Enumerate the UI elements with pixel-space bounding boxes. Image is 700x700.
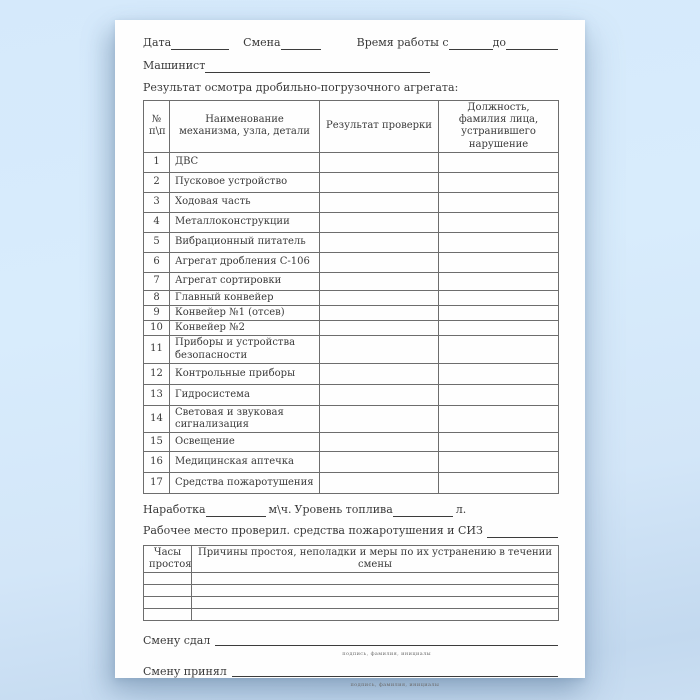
empty-cell bbox=[320, 212, 439, 232]
empty-cell bbox=[320, 433, 439, 452]
empty-cell bbox=[192, 585, 559, 597]
table-row bbox=[144, 272, 559, 290]
row-number: 5 bbox=[144, 232, 170, 252]
empty-cell bbox=[320, 192, 439, 212]
col-header-downtime-reasons: Причины простоя, неполадки и меры по их устранению в течении смены bbox=[192, 546, 559, 573]
col-header-downtime-hours: Часы простоя bbox=[144, 546, 192, 573]
fuel-level-label: Уровень топлива bbox=[294, 503, 393, 517]
empty-cell bbox=[192, 597, 559, 609]
row-name: Агрегат сортировки bbox=[170, 272, 320, 290]
shift-blank-line bbox=[281, 38, 321, 50]
empty-cell bbox=[439, 252, 559, 272]
table-row bbox=[144, 232, 559, 252]
col-header-mechanism: Наименование механизма, узла, детали bbox=[170, 101, 320, 153]
empty-cell bbox=[320, 363, 439, 384]
row-name: Средства пожаротушения bbox=[170, 473, 320, 494]
form-subtitle: Результат осмотра дробильно-погрузочного агрегата: bbox=[143, 81, 459, 94]
table-row bbox=[144, 405, 559, 432]
empty-cell bbox=[439, 212, 559, 232]
table-row bbox=[144, 212, 559, 232]
row-number: 15 bbox=[144, 433, 170, 452]
empty-cell bbox=[439, 152, 559, 172]
shift-accepted-line bbox=[143, 665, 558, 692]
header-line-2 bbox=[143, 59, 558, 73]
row-name: Световая и звуковая сигнализация bbox=[170, 405, 320, 432]
row-name: Металлоконструкции bbox=[170, 212, 320, 232]
table-row bbox=[144, 363, 559, 384]
col-header-num: № п\п bbox=[144, 101, 170, 153]
machinist-label: Машинист bbox=[143, 59, 206, 72]
empty-cell bbox=[192, 573, 559, 585]
row-number: 3 bbox=[144, 192, 170, 212]
row-name: Конвейер №2 bbox=[170, 321, 320, 336]
empty-cell bbox=[320, 152, 439, 172]
table-row bbox=[144, 305, 559, 320]
shift-handed-over-label: Смену сдал bbox=[143, 634, 211, 648]
row-number: 7 bbox=[144, 272, 170, 290]
empty-cell bbox=[320, 290, 439, 305]
downtime-table-header bbox=[144, 546, 559, 573]
empty-cell bbox=[439, 433, 559, 452]
row-name: ДВС bbox=[170, 152, 320, 172]
signature-blank-line bbox=[232, 665, 558, 677]
empty-cell bbox=[439, 473, 559, 494]
signature-area bbox=[215, 634, 558, 661]
inspection-table bbox=[143, 100, 559, 494]
empty-cell bbox=[439, 384, 559, 405]
date-blank-line bbox=[171, 38, 229, 50]
empty-cell bbox=[320, 452, 439, 473]
meters-line bbox=[143, 503, 558, 517]
table-row bbox=[144, 336, 559, 363]
table-row bbox=[144, 252, 559, 272]
machinist-blank-line bbox=[205, 61, 430, 73]
table-row bbox=[144, 321, 559, 336]
col-header-responsible: Должность, фамилия лица, устранившего нарушение bbox=[439, 101, 559, 153]
empty-cell bbox=[320, 405, 439, 432]
table-row bbox=[144, 433, 559, 452]
header-line-1 bbox=[143, 36, 558, 50]
signature-caption: подпись, фамилия, инициалы bbox=[342, 651, 432, 658]
table-row bbox=[144, 290, 559, 305]
row-name: Пусковое устройство bbox=[170, 172, 320, 192]
table-row bbox=[144, 452, 559, 473]
operating-hours-unit: м\ч. bbox=[268, 503, 292, 517]
empty-cell bbox=[144, 585, 192, 597]
workplace-checked-line bbox=[143, 524, 558, 538]
table-row bbox=[144, 152, 559, 172]
operating-hours-blank bbox=[206, 505, 266, 517]
downtime-row bbox=[144, 609, 559, 621]
empty-cell bbox=[439, 336, 559, 363]
row-number: 13 bbox=[144, 384, 170, 405]
empty-cell bbox=[144, 573, 192, 585]
empty-cell bbox=[439, 405, 559, 432]
work-time-from-label: Время работы с bbox=[356, 36, 449, 49]
empty-cell bbox=[320, 272, 439, 290]
inspection-table-header bbox=[144, 101, 559, 153]
empty-cell bbox=[439, 192, 559, 212]
empty-cell bbox=[439, 321, 559, 336]
workplace-checked-blank bbox=[487, 526, 558, 538]
empty-cell bbox=[144, 597, 192, 609]
row-name: Освещение bbox=[170, 433, 320, 452]
shift-handed-over-line bbox=[143, 634, 558, 661]
row-name: Главный конвейер bbox=[170, 290, 320, 305]
row-number: 9 bbox=[144, 305, 170, 320]
row-name: Контрольные приборы bbox=[170, 363, 320, 384]
table-row bbox=[144, 172, 559, 192]
document-page bbox=[115, 20, 585, 689]
empty-cell bbox=[320, 232, 439, 252]
empty-cell bbox=[439, 290, 559, 305]
empty-cell bbox=[320, 384, 439, 405]
row-name: Гидросистема bbox=[170, 384, 320, 405]
row-number: 11 bbox=[144, 336, 170, 363]
work-time-to-blank bbox=[506, 38, 558, 50]
row-number: 1 bbox=[144, 152, 170, 172]
row-number: 4 bbox=[144, 212, 170, 232]
table-row bbox=[144, 473, 559, 494]
downtime-table bbox=[143, 545, 559, 621]
row-number: 6 bbox=[144, 252, 170, 272]
row-number: 10 bbox=[144, 321, 170, 336]
fuel-level-blank bbox=[393, 505, 453, 517]
shift-label: Смена bbox=[243, 36, 281, 49]
empty-cell bbox=[439, 232, 559, 252]
signature-caption: подпись, фамилия, инициалы bbox=[350, 682, 440, 689]
row-number: 8 bbox=[144, 290, 170, 305]
table-row bbox=[144, 192, 559, 212]
empty-cell bbox=[439, 272, 559, 290]
work-time-group bbox=[357, 36, 558, 50]
row-name: Ходовая часть bbox=[170, 192, 320, 212]
row-number: 14 bbox=[144, 405, 170, 432]
empty-cell bbox=[439, 305, 559, 320]
fuel-level-unit: л. bbox=[455, 503, 467, 517]
row-name: Вибрационный питатель bbox=[170, 232, 320, 252]
empty-cell bbox=[439, 452, 559, 473]
row-name: Конвейер №1 (отсев) bbox=[170, 305, 320, 320]
downtime-row bbox=[144, 597, 559, 609]
empty-cell bbox=[144, 609, 192, 621]
empty-cell bbox=[320, 336, 439, 363]
workplace-checked-label: Рабочее место проверил. средства пожаротушения и СИЗ bbox=[143, 524, 483, 538]
operating-hours-label: Наработка bbox=[143, 503, 206, 517]
row-number: 16 bbox=[144, 452, 170, 473]
shift-accepted-label: Смену принял bbox=[143, 665, 227, 679]
empty-cell bbox=[320, 473, 439, 494]
date-label: Дата bbox=[143, 36, 172, 49]
row-name: Агрегат дробления С-106 bbox=[170, 252, 320, 272]
work-time-from-blank bbox=[449, 38, 493, 50]
empty-cell bbox=[320, 321, 439, 336]
row-number: 12 bbox=[144, 363, 170, 384]
row-number: 17 bbox=[144, 473, 170, 494]
work-time-to-label: до bbox=[492, 36, 506, 49]
signature-blank-line bbox=[215, 634, 558, 646]
row-number: 2 bbox=[144, 172, 170, 192]
downtime-row bbox=[144, 585, 559, 597]
signature-area bbox=[232, 665, 558, 692]
empty-cell bbox=[320, 305, 439, 320]
table-row bbox=[144, 384, 559, 405]
empty-cell bbox=[439, 363, 559, 384]
col-header-check-result: Результат проверки bbox=[320, 101, 439, 153]
empty-cell bbox=[320, 252, 439, 272]
empty-cell bbox=[192, 609, 559, 621]
empty-cell bbox=[320, 172, 439, 192]
empty-cell bbox=[439, 172, 559, 192]
row-name: Медицинская аптечка bbox=[170, 452, 320, 473]
downtime-row bbox=[144, 573, 559, 585]
row-name: Приборы и устройства безопасности bbox=[170, 336, 320, 363]
